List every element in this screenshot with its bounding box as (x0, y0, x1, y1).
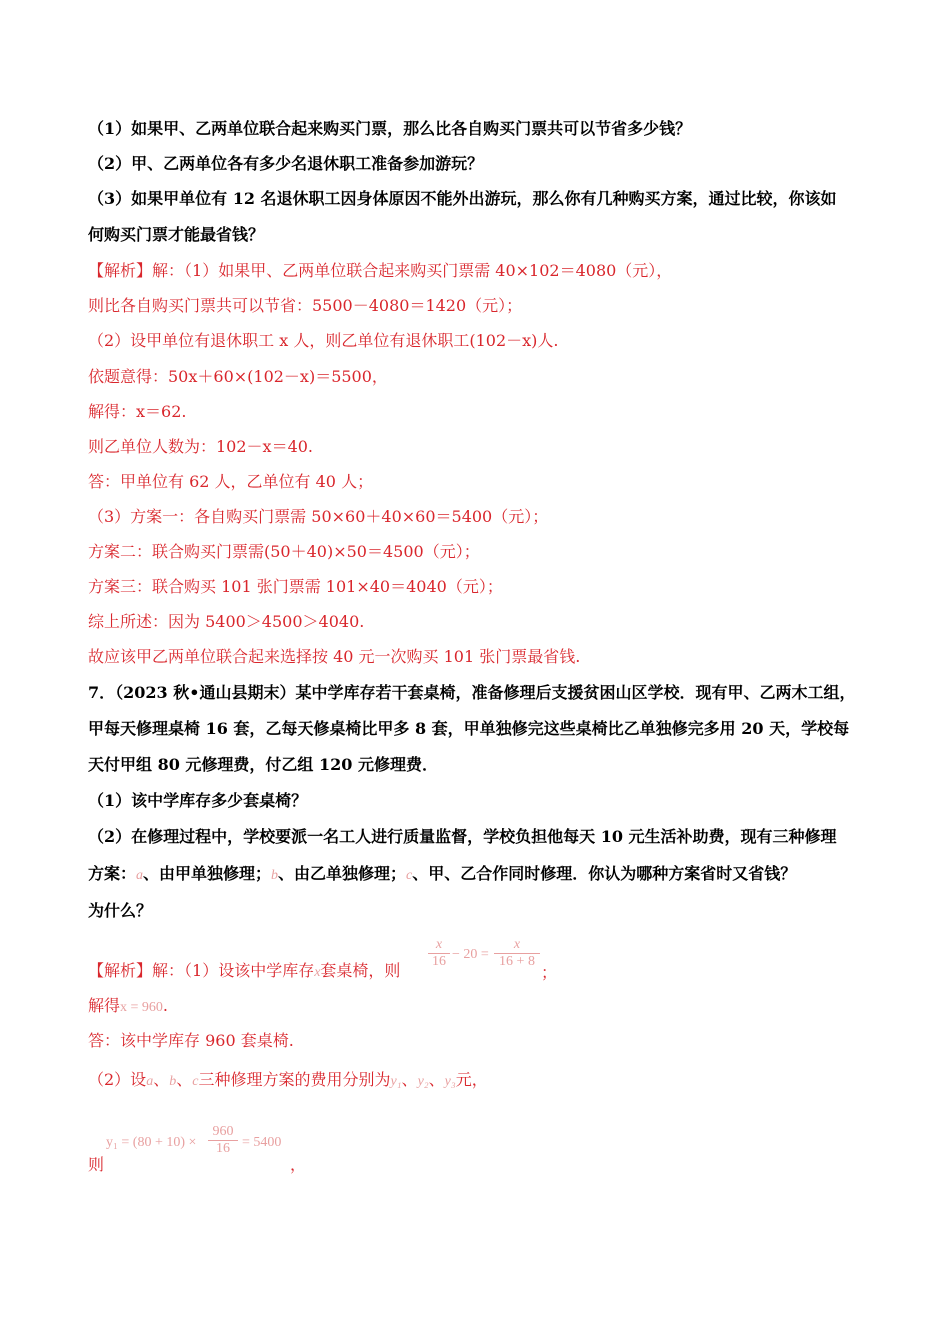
analysis-line (88, 260, 672, 282)
numerator: x (494, 937, 540, 954)
math-var-b: b (169, 1074, 177, 1089)
math-solution: x = 960 (120, 1000, 163, 1015)
text: . (162, 996, 169, 1015)
analysis7-line-2 (88, 995, 168, 1019)
analysis-line: （2）设甲单位有退休职工 x 人，则乙单位有退休职工(102－x)人. (88, 331, 559, 350)
denominator: 16 + 8 (499, 954, 535, 969)
analysis-line: 综上所述：因为 5400＞4500＞4040. (88, 612, 365, 631)
text: 解：（1）设该中学库存 (152, 961, 315, 980)
text: 解得 (88, 996, 121, 1015)
equation-1-tail: ； (541, 963, 558, 982)
math-var-c: c (192, 1074, 199, 1089)
equation-2-right: = 5400 (242, 1135, 282, 1150)
denominator: 16 (432, 954, 446, 969)
text: 元， (455, 1070, 488, 1089)
math-var-c: c (406, 868, 413, 883)
problem-7-line: 7．（2023 秋•通山县期末）某中学库存若干套桌椅，准备修理后支援贫困山区学校．现有甲、乙两木工组， (88, 683, 856, 702)
analysis-line: 解得：x＝62. (88, 402, 187, 421)
question-1: （1）如果甲、乙两单位联合起来购买门票，那么比各自购买门票共可以节省多少钱？ (88, 119, 692, 138)
text: 方案： (88, 864, 137, 883)
analysis-line: 方案三：联合购买 101 张门票需 101×40＝4040（元）； (88, 577, 503, 596)
problem-7-line: 甲每天修理桌椅 16 套，乙每天修桌椅比甲多 8 套，甲单独修完这些桌椅比乙单独修完多用 20 天，学校每 (88, 719, 850, 738)
math-var-x: x (314, 965, 321, 980)
text: 、由乙单独修理； (278, 864, 407, 883)
text: （2）设 (88, 1070, 147, 1089)
problem-7-why: 为什么？ (88, 901, 153, 920)
equation-1-fraction-b (494, 937, 540, 970)
analysis7-line-1 (88, 960, 400, 984)
analysis-line: 方案二：联合购买门票需(50＋40)×50＝4500（元）； (88, 542, 480, 561)
numerator: 960 (208, 1124, 238, 1141)
analysis7-tag: 【解析】 (88, 961, 153, 980)
analysis-line: 则比各自购买门票共可以节省：5500－4080＝1420（元）； (88, 296, 523, 315)
problem-7-line: 天付甲组 80 元修理费，付乙组 120 元修理费． (88, 755, 438, 774)
question-2: （2）甲、乙两单位各有多少名退休职工准备参加游玩？ (88, 154, 484, 173)
analysis-line: 答：甲单位有 62 人，乙单位有 40 人； (88, 472, 374, 491)
analysis-text: 解：（1）如果甲、乙两单位联合起来购买门票需 40×102＝4080（元）， (152, 261, 673, 280)
denominator: 16 (216, 1141, 230, 1156)
analysis-line: 则乙单位人数为：102－x＝40. (88, 437, 314, 456)
analysis-line: 故应该甲乙两单位联合起来选择按 40 元一次购买 101 张门票最省钱. (88, 647, 581, 666)
math-var-y3: y₃ (444, 1074, 456, 1089)
text: 、 (176, 1070, 193, 1089)
math-var-y2: y₂ (417, 1074, 429, 1089)
text: 套桌椅，则 (320, 961, 401, 980)
math-var-b: b (271, 868, 279, 883)
text: 、 (153, 1070, 170, 1089)
analysis-tag: 【解析】 (88, 261, 153, 280)
problem-7-question-1: （1）该中学库存多少套桌椅？ (88, 791, 308, 810)
text: 、 (428, 1070, 445, 1089)
equation-2-fraction (208, 1124, 238, 1157)
question-3-line-1: （3）如果甲单位有 12 名退休职工因身体原因不能外出游玩，那么你有几种购买方案，通过比较，你该如 (88, 189, 837, 208)
text: 、甲、乙合作同时修理．你认为哪种方案省时又省钱？ (412, 864, 797, 883)
question-3-line-2: 何购买门票才能最省钱？ (88, 225, 265, 244)
equation-1-middle: − 20 = (452, 947, 489, 962)
equation-2-tail: ， (290, 1155, 307, 1174)
math-var-a: a (136, 868, 144, 883)
problem-7-options (88, 863, 796, 887)
math-var-a: a (146, 1074, 154, 1089)
text: 、由甲单独修理； (143, 864, 272, 883)
numerator: x (428, 937, 450, 954)
analysis7-line-5-prefix: 则 (88, 1155, 105, 1174)
analysis7-line-4 (88, 1069, 488, 1093)
text: 、 (401, 1070, 418, 1089)
analysis-line: 依题意得：50x＋60×(102－x)＝5500， (88, 367, 388, 386)
text: 三种修理方案的费用分别为 (198, 1070, 391, 1089)
math-var-y1: y₁ (390, 1074, 402, 1089)
analysis-line: （3）方案一：各自购买门票需 50×60＋40×60＝5400（元）； (88, 507, 549, 526)
problem-7-question-2: （2）在修理过程中，学校要派一名工人进行质量监督，学校负担他每天 10 元生活补助费，现有三种修理 (88, 827, 837, 846)
equation-2-left: y₁ = (80 + 10) × (106, 1135, 197, 1150)
analysis7-line-3: 答：该中学库存 960 套桌椅. (88, 1031, 294, 1050)
equation-1-fraction-a (428, 937, 450, 970)
